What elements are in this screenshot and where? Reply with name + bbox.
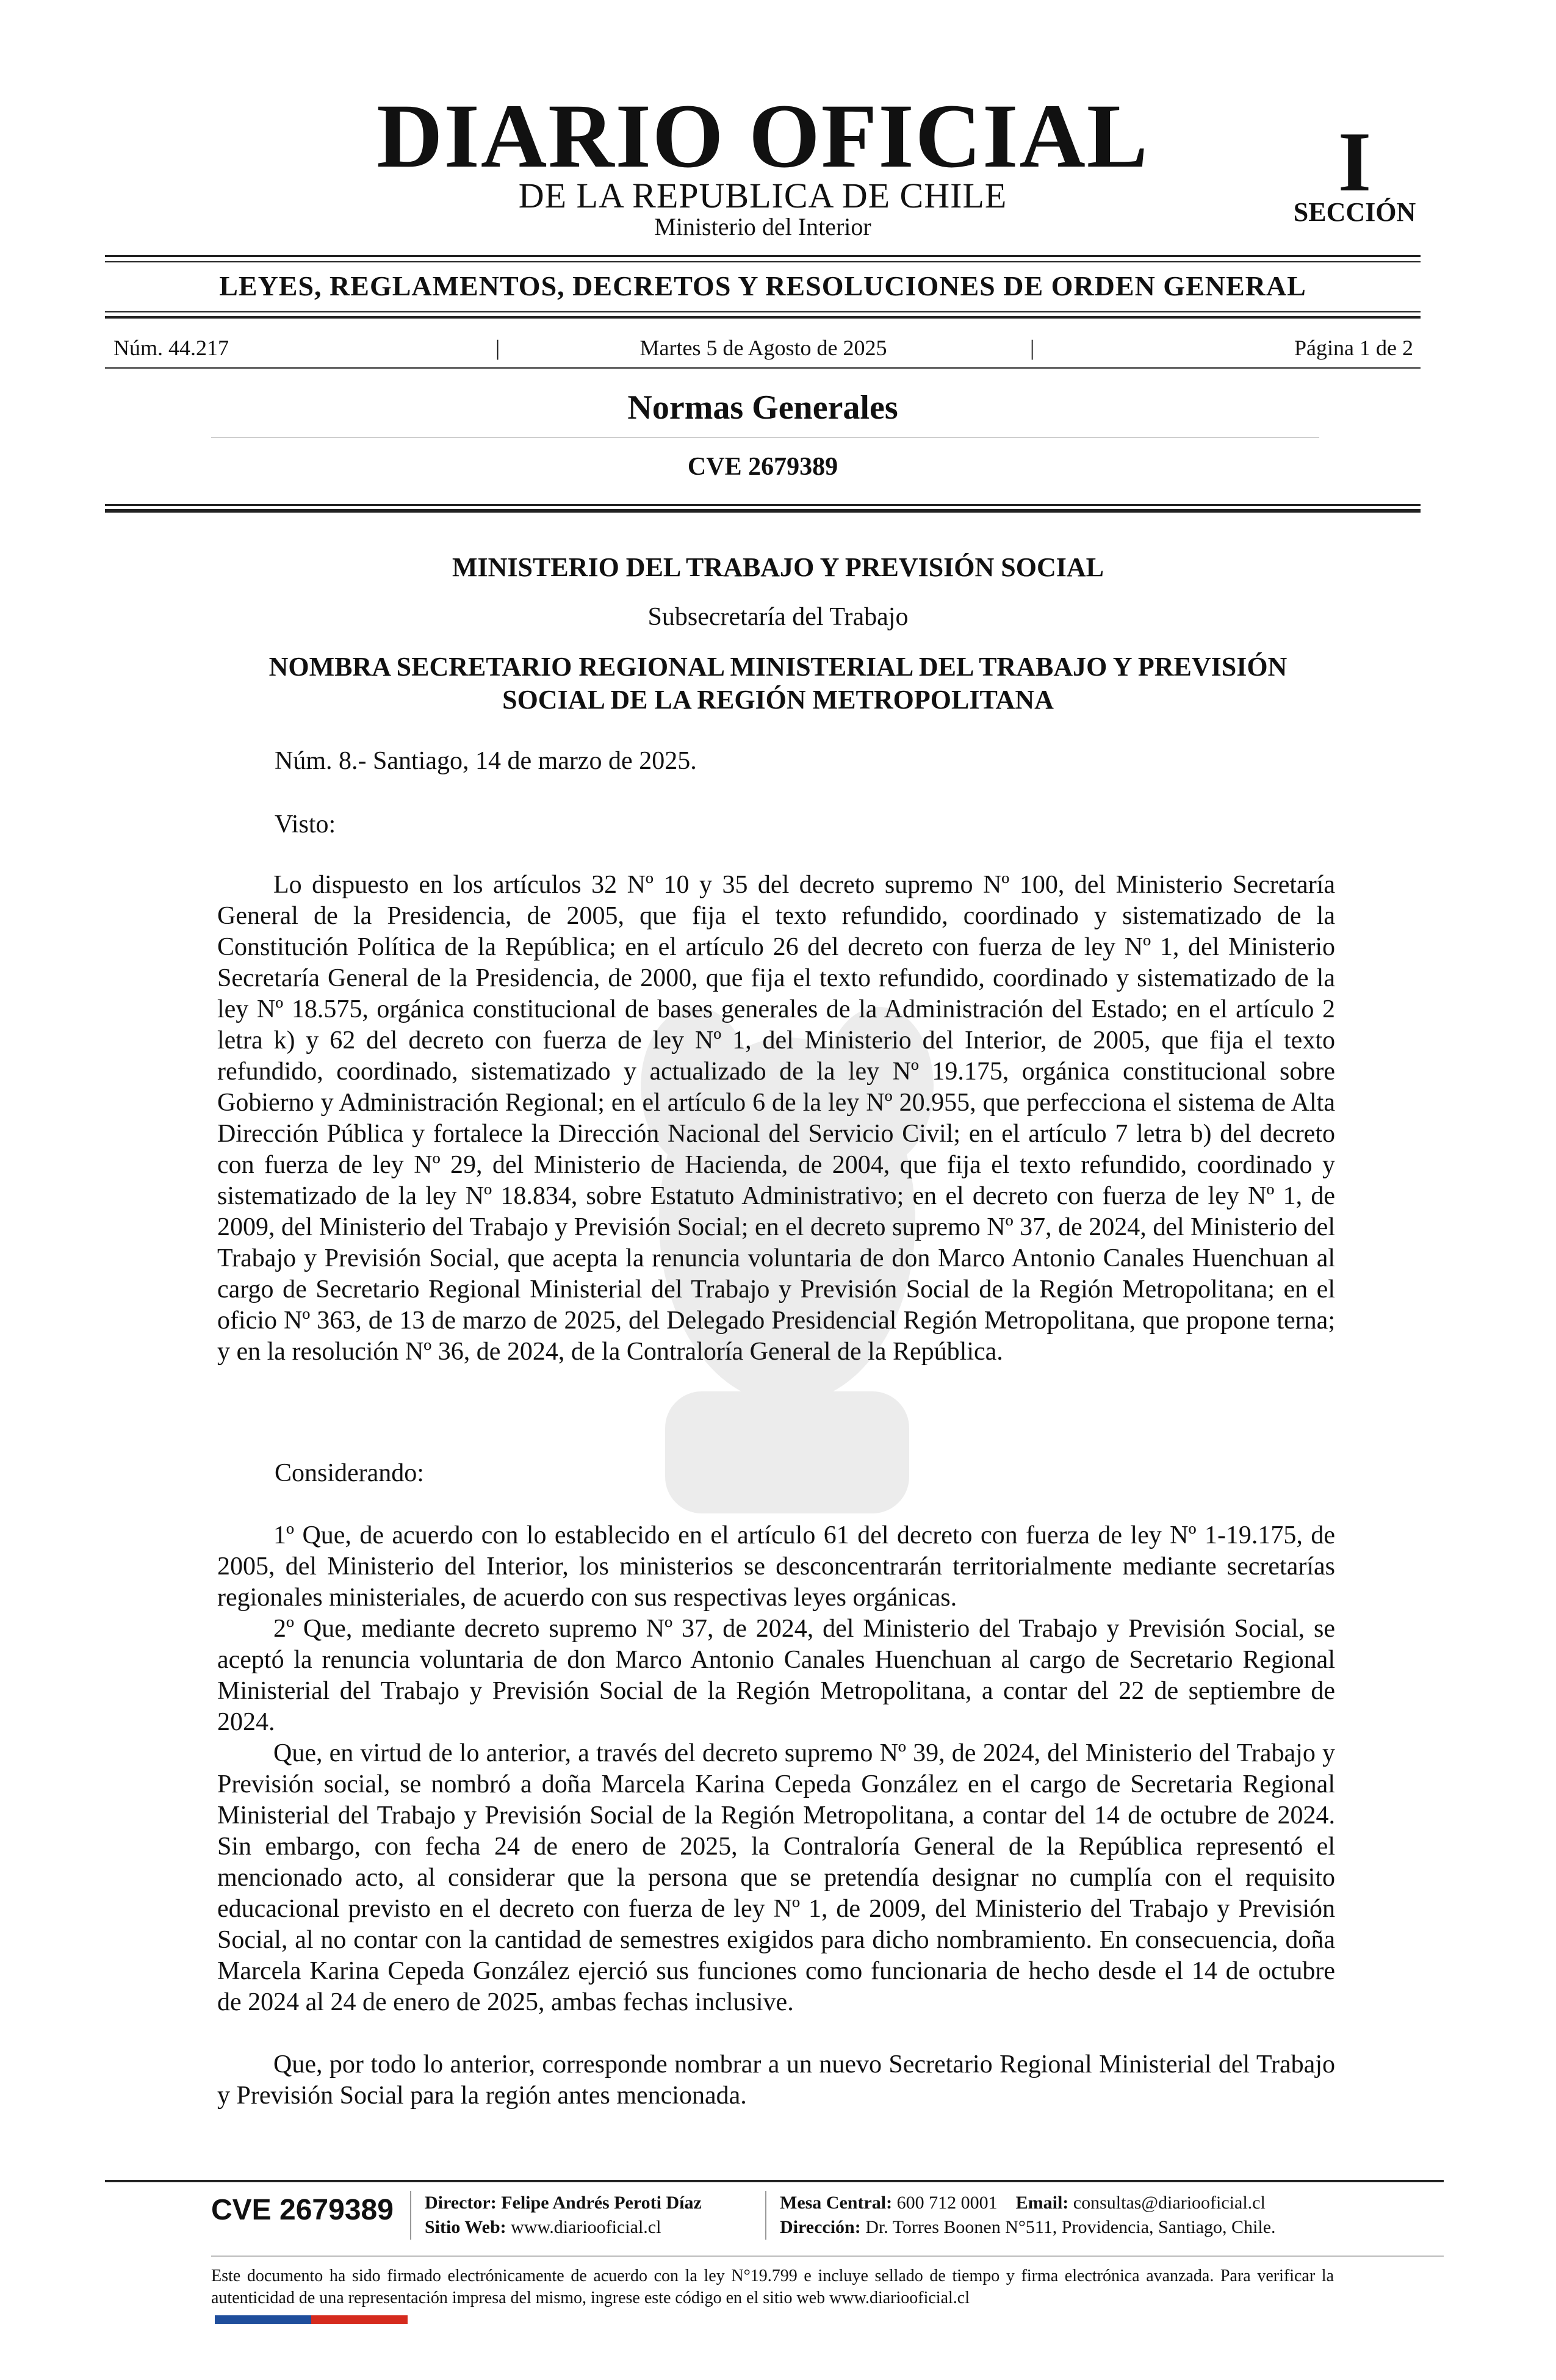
ministry-heading: MINISTERIO DEL TRABAJO Y PREVISIÓN SOCIAL xyxy=(452,552,1104,582)
laws-rule-thin xyxy=(105,311,1421,312)
issue-page: Página 1 de 2 xyxy=(1294,336,1413,360)
masthead-rule-top xyxy=(105,255,1421,257)
header-rule-bottom xyxy=(105,504,1421,506)
masthead-ministry: Ministerio del Interior xyxy=(654,213,871,240)
considerando-paragraph: Que, en virtud de lo anterior, a través del decreto supremo Nº 39, de 2024, del Ministerio del Trabajo y Previsión social, se nombró a doña Marcela Karina Cepeda González en el cargo de Secretaria Regional Ministerial del Trabajo y Previsión Social de la Región Metropolitana, a contar del 14 de octubre de 2024. Sin embargo, con fecha 24 de enero de 2025, la Contraloría General de la República representó el mencionado acto, al considerar que la persona que se pretendía designar no cumplía con el requisito educacional previsto en el decreto con fuerza de ley Nº 1, de 2009, del Ministerio del Trabajo y Previsión Social, al no contar con la cantidad de semestres exigidos para dicho nombramiento. En consecuencia, doña Marcela Karina Cepeda González ejerció sus funciones como funcionaria de hecho desde el 14 de octubre de 2024 al 24 de enero de 2025, ambas fechas inclusive. xyxy=(217,1739,1335,2016)
considerando-paragraph: 2º Que, mediante decreto supremo Nº 37, de 2024, del Ministerio del Trabajo y Previsión Social, se aceptó la renuncia voluntaria de don Marco Antonio Canales Huenchuan al cargo de Secretario Regional Ministerial del Trabajo y Previsión Social de la Región Metropolitana, a contar del 22 de septiembre de 2024. xyxy=(217,1615,1335,1736)
considerando-paragraph: Que, por todo lo anterior, corresponde nombrar a un nuevo Secretario Regional Ministerial del Trabajo y Previsión Social para la región antes mencionada. xyxy=(217,2050,1335,2110)
issue-date: Martes 5 de Agosto de 2025 xyxy=(639,336,887,360)
decree-title-line: SOCIAL DE LA REGIÓN METROPOLITANA xyxy=(502,685,1054,715)
mesa-label: Mesa Central: xyxy=(780,2193,893,2213)
director-label: Director: xyxy=(425,2193,497,2213)
issue-row xyxy=(113,334,1413,361)
web-link[interactable]: www.diariooficial.cl xyxy=(511,2217,661,2237)
header-rule-bottom-thick xyxy=(105,509,1421,513)
section-heading: Normas Generales xyxy=(627,389,898,427)
visto-paragraph: Lo dispuesto en los artículos 32 Nº 10 y 35 del decreto supremo Nº 100, del Ministerio Secretaría General de la Presidencia, de 2005, que fija el texto refundido, coordinado y sistematizado de la Constitución Política de la República; en el artículo 26 del decreto con fuerza de ley Nº 1, del Ministerio Secretaría General de la Presidencia, de 2000, que fija el texto refundido, coordinado y sistematizado de la ley Nº 18.575, orgánica constitucional de bases generales de la Administración del Estado; en el artículo 2 letra k) y 62 del decreto con fuerza de ley Nº 1, del Ministerio del Interior, de 2005, que fija el texto refundido, coordinado, sistematizado y actualizado de la ley Nº 19.175, orgánica constitucional sobre Gobierno y Administración Regional; en el artículo 6 de la ley Nº 20.955, que perfecciona el sistema de Alta Dirección Pública y fortalece la Dirección Nacional del Servicio Civil; en el artículo 7 letra b) del decreto con fuerza de ley Nº 29, del Ministerio de Hacienda, de 2004, que fija el texto refundido, coordinado y sistematizado de la ley Nº 18.834, sobre Estatuto Administrativo; en el decreto con fuerza de ley Nº 1, de 2009, del Ministerio del Trabajo y Previsión Social; en el decreto supremo Nº 37, de 2024, del Ministerio del Trabajo y Previsión Social, que acepta la renuncia voluntaria de don Marco Antonio Canales Huenchuan al cargo de Secretario Regional Ministerial del Trabajo y Previsión Social de la Región Metropolitana; en el oficio Nº 363, de 13 de marzo de 2025, del Delegado Presidencial Región Metropolitana, que propone terna; y en la resolución Nº 36, de 2024, de la Contraloría General de la República. xyxy=(217,871,1335,1366)
email-label: Email: xyxy=(1015,2193,1069,2213)
footer-divider xyxy=(765,2191,766,2240)
cve-code: CVE 2679389 xyxy=(687,453,838,481)
issue-number: Núm. 44.217 xyxy=(113,336,229,360)
mesa-value: 600 712 0001 xyxy=(896,2193,998,2213)
section-label: SECCIÓN xyxy=(1293,197,1416,227)
footer-rule xyxy=(105,2180,1444,2182)
footer-divider-thin xyxy=(211,2256,1444,2257)
masthead-title: DIARIO OFICIAL xyxy=(376,85,1149,187)
direccion-label: Dirección: xyxy=(780,2217,861,2237)
considerando-label: Considerando: xyxy=(275,1459,424,1487)
section-divider xyxy=(211,437,1319,438)
direccion-value: Dr. Torres Boonen N°511, Providencia, Santiago, Chile. xyxy=(865,2217,1276,2237)
director-name: Felipe Andrés Peroti Díaz xyxy=(501,2193,702,2213)
decree-number: Núm. 8.- Santiago, 14 de marzo de 2025. xyxy=(275,747,697,775)
email-link[interactable]: consultas@diariooficial.cl xyxy=(1073,2193,1266,2213)
issue-separator: | xyxy=(1030,336,1035,360)
masthead-rule-top-thin xyxy=(105,261,1421,262)
masthead-subtitle: DE LA REPUBLICA DE CHILE xyxy=(518,176,1007,215)
considerando-paragraph: 1º Que, de acuerdo con lo establecido en el artículo 61 del decreto con fuerza de ley Nº 1-19.175, de 2005, del Ministerio del Interior, los ministerios se desconcentrarán territorialmente mediante secretarías regionales ministeriales, de acuerdo con sus respectivas leyes orgánicas. xyxy=(217,1521,1335,1612)
footer-director-block xyxy=(425,2191,702,2240)
subsecretaria: Subsecretaría del Trabajo xyxy=(647,603,909,631)
laws-rule xyxy=(105,316,1421,319)
web-label: Sitio Web: xyxy=(425,2217,506,2237)
issue-rule xyxy=(105,367,1421,369)
footer-contact-block xyxy=(780,2191,1276,2240)
issue-separator: | xyxy=(495,336,500,360)
flag-red-stripe xyxy=(311,2315,408,2324)
footer-cve: CVE 2679389 xyxy=(211,2194,394,2226)
visto-label: Visto: xyxy=(275,810,336,838)
flag-blue-stripe xyxy=(215,2315,311,2324)
laws-heading: LEYES, REGLAMENTOS, DECRETOS Y RESOLUCIONES DE ORDEN GENERAL xyxy=(219,270,1306,301)
footer-divider xyxy=(410,2191,411,2240)
decree-title-line: NOMBRA SECRETARIO REGIONAL MINISTERIAL DEL TRABAJO Y PREVISIÓN xyxy=(268,652,1288,682)
decree-title xyxy=(183,651,1373,716)
section-number: I xyxy=(1338,115,1372,209)
footer-verification-note: Este documento ha sido firmado electrónicamente de acuerdo con la ley N°19.799 e incluye sellado de tiempo y firma electrónica avanzada. Para verificar la autenticidad de una representación impresa del mismo, ingrese este código en el sitio web www.diariooficial.cl xyxy=(211,2266,1334,2307)
